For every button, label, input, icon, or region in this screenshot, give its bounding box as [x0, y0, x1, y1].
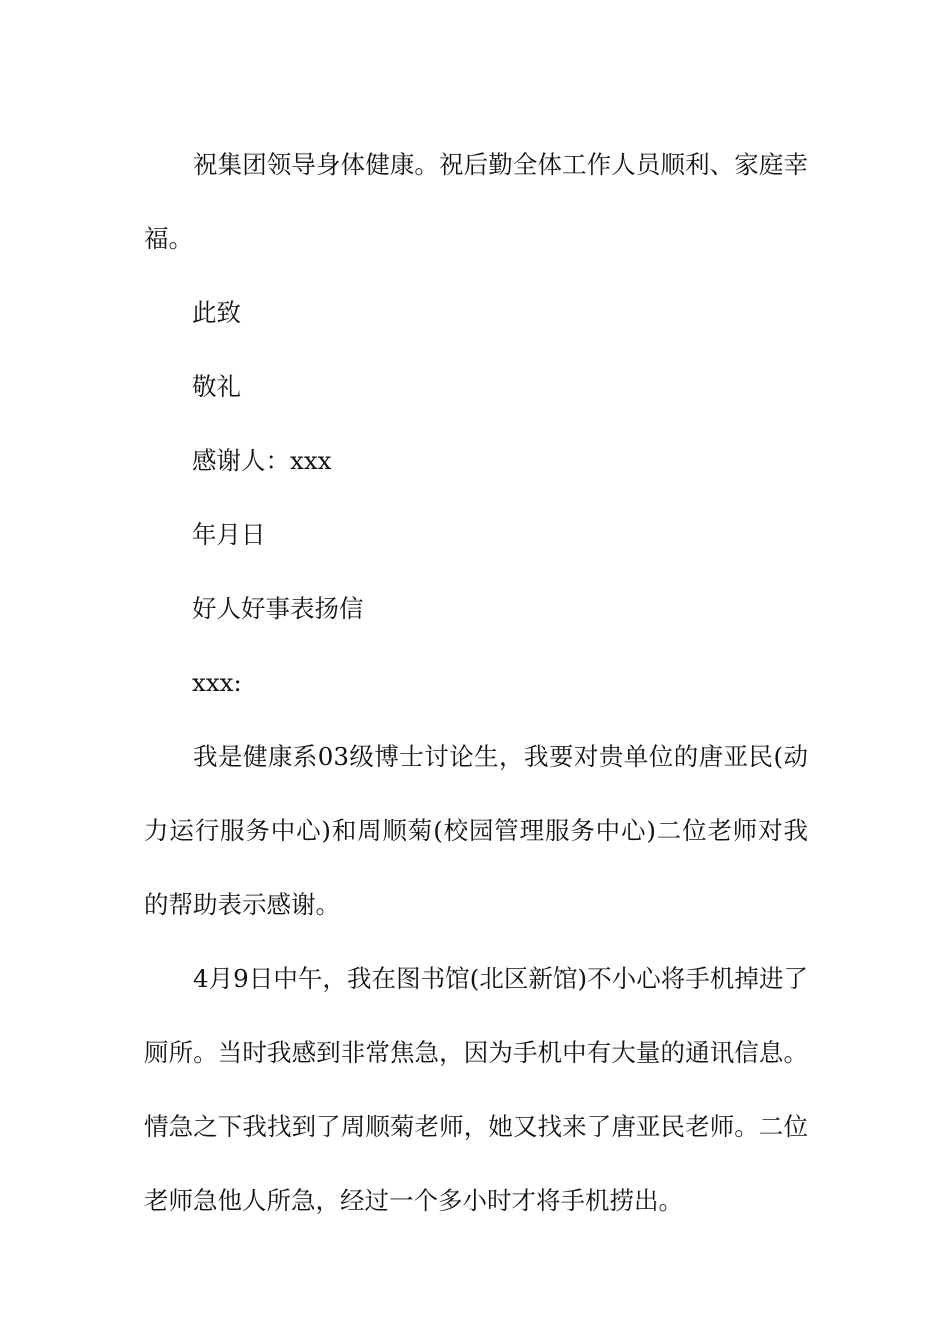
closing-cizhi: 此致 — [192, 298, 241, 327]
paragraph-story: 4月9日中午，我在图书馆(北区新馆)不小心将手机掉进了厕所。当时我感到非常焦急，因为手机中有大量的通讯信息。情急之下我找到了周顺菊老师，她又找来了唐亚民老师。二位老师急他人所急，经过一个多小时才将手机捞出。 — [144, 964, 808, 1215]
salutation: xxx: — [192, 668, 242, 697]
letter-body — [144, 128, 808, 1238]
signature-line: 感谢人：xxx — [192, 446, 332, 475]
letter-title: 好人好事表扬信 — [192, 594, 364, 623]
closing-jingli: 敬礼 — [192, 372, 241, 401]
paragraph-wishes: 祝集团领导身体健康。祝后勤全体工作人员顺利、家庭幸福。 — [144, 150, 808, 253]
paragraph-intro: 我是健康系03级博士讨论生，我要对贵单位的唐亚民(动力运行服务中心)和周顺菊(校园管理服务中心)二位老师对我的帮助表示感谢。 — [144, 742, 808, 919]
date-line: 年月日 — [192, 520, 266, 549]
